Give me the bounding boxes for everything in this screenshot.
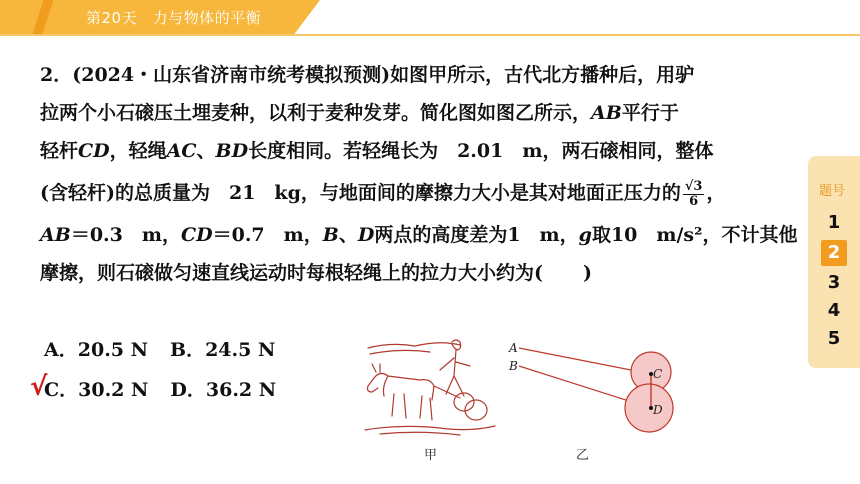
option-b-letter: B． (170, 339, 206, 361)
question-line-5 (40, 216, 800, 254)
question-line-2 (40, 94, 800, 132)
question-nav-item-5[interactable]: 5 (827, 328, 841, 349)
fraction-numerator: √3 (684, 178, 703, 194)
label-d: D (653, 403, 663, 417)
fraction-denominator: 6 (689, 193, 699, 209)
option-a[interactable] (44, 330, 148, 370)
option-c-letter: C． (44, 379, 79, 401)
question-line-3-d: 长度相同。若轻绳长为 2.01 m，两石磙相同，整体 (248, 140, 714, 162)
figure-label-jia: 甲 (424, 448, 438, 463)
question-nav-item-3[interactable]: 3 (827, 272, 841, 293)
label-a: A (509, 341, 518, 355)
question-line-4-end: ， (706, 182, 726, 204)
figure-label-yi: 乙 (576, 448, 590, 463)
symbol-cd-2: CD (180, 224, 213, 246)
symbol-d: D (357, 224, 375, 246)
question-line-5-a: ＝0.3 m， (70, 224, 181, 246)
options-row-2 (44, 370, 298, 410)
question-line-2-text: 拉两个小石磙压土埋麦种，以利于麦种发芽。简化图如图乙所示， (40, 102, 592, 124)
question-line-3-a: 轻杆 (40, 140, 79, 162)
option-b[interactable] (170, 330, 275, 370)
label-b: B (509, 359, 518, 373)
question-nav-title: 题号 (818, 184, 845, 199)
question-line-1-text: 如图甲所示，古代北方播种后，用驴 (390, 64, 695, 86)
symbol-b: B (322, 224, 339, 246)
option-d[interactable] (170, 370, 276, 410)
question-line-6-end: ) (583, 262, 592, 284)
question-nav-sidebar (808, 156, 860, 368)
question-line-5-d: 两点的高度差为1 m， (374, 224, 579, 246)
question-line-5-c: 、 (338, 224, 358, 246)
question-text (40, 56, 800, 292)
question-number: 2． (40, 64, 73, 86)
option-d-letter: D． (170, 379, 206, 401)
question-nav-item-4[interactable]: 4 (827, 300, 841, 321)
options-row-1 (44, 330, 298, 370)
question-nav-item-1[interactable]: 1 (827, 212, 841, 233)
question-line-3 (40, 132, 800, 170)
question-line-4-a: (含轻杆)的总质量为 21 kg，与地面间的摩擦力大小是其对地面正压力的 (40, 182, 681, 204)
question-line-2-end: 平行于 (621, 102, 679, 124)
header-divider (0, 34, 860, 36)
symbol-ab-2: AB (40, 224, 71, 246)
symbol-ac: AC (166, 140, 197, 162)
question-line-1 (40, 56, 800, 94)
label-c: C (653, 367, 663, 381)
option-a-letter: A． (44, 339, 78, 361)
figure-yi-diagram (505, 336, 695, 440)
question-line-3-c: 、 (196, 140, 216, 162)
fraction (683, 180, 705, 209)
question-source: (2024・山东省济南市统考模拟预测) (72, 64, 391, 86)
option-b-value: 24.5 N (205, 339, 276, 361)
question-line-4 (40, 170, 800, 216)
header-title: 第20天 力与物体的平衡 (86, 9, 262, 27)
options (44, 330, 298, 410)
check-mark-icon: √ (30, 372, 48, 402)
symbol-ab: AB (591, 102, 622, 124)
symbol-bd: BD (215, 140, 249, 162)
question-nav-item-2[interactable]: 2 (821, 240, 847, 266)
option-a-value: 20.5 N (77, 339, 149, 361)
question-line-5-b: ＝0.7 m， (212, 224, 323, 246)
symbol-cd: CD (78, 140, 110, 162)
question-line-5-e: 取10 m/s²，不计其他 (591, 224, 798, 246)
question-line-6-text: 摩擦，则石磙做匀速直线运动时每根轻绳上的拉力大小约为( (40, 262, 543, 284)
question-line-3-b: ，轻绳 (109, 140, 167, 162)
option-d-value: 36.2 N (205, 379, 277, 401)
symbol-g: g (578, 224, 592, 246)
figure-jia-donkey-illustration (360, 336, 500, 440)
option-c-value: 30.2 N (78, 379, 149, 401)
question-line-6 (40, 254, 800, 292)
option-c[interactable] (44, 370, 148, 410)
